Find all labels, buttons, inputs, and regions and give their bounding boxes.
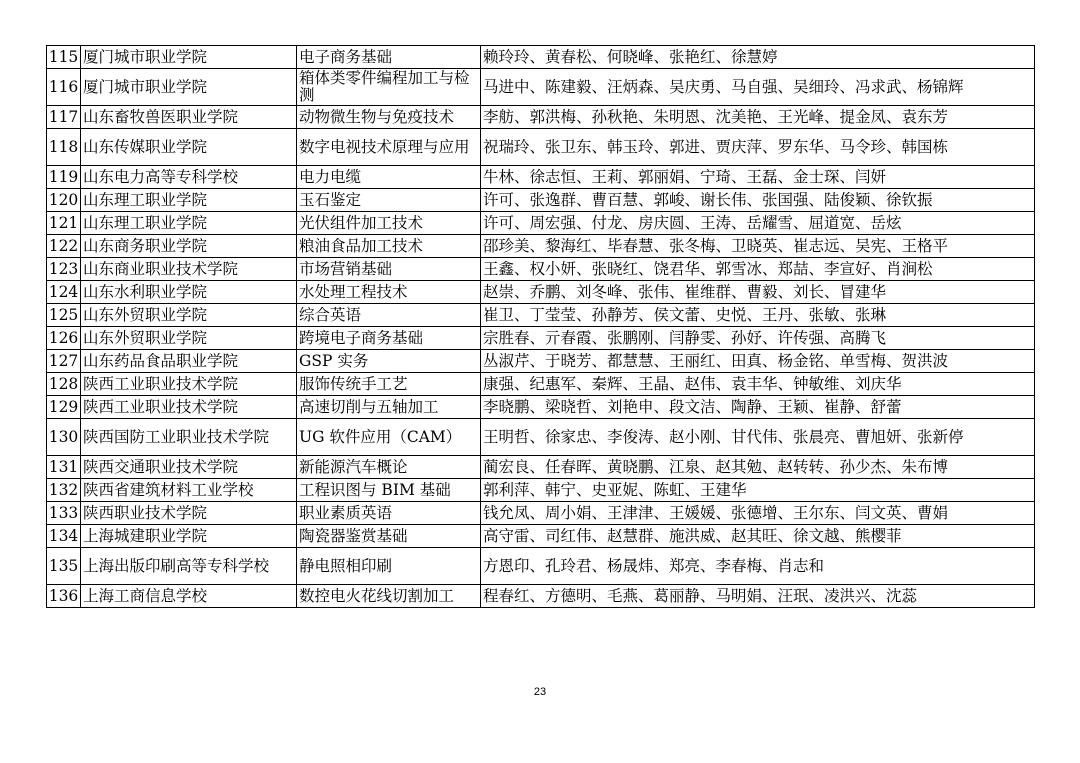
members-cell: 高守雷、司红伟、赵慧群、施洪威、赵其旺、徐文越、熊樱菲	[481, 525, 1035, 548]
members-cell: 许可、张逸群、曹百慧、郭峻、谢长伟、张国强、陆俊颖、徐钦振	[481, 189, 1035, 212]
members-cell: 牛林、徐志恒、王莉、郭丽娟、宁琦、王磊、金士琛、闫妍	[481, 166, 1035, 189]
school-cell: 山东外贸职业学院	[81, 327, 297, 350]
table-row	[47, 106, 1035, 129]
row-number-cell: 122	[47, 235, 81, 258]
page-number: 23	[533, 686, 547, 698]
row-number-cell: 136	[47, 585, 81, 608]
course-cell: 水处理工程技术	[297, 281, 481, 304]
table-row	[47, 258, 1035, 281]
table-row	[47, 327, 1035, 350]
course-cell: 职业素质英语	[297, 502, 481, 525]
row-number-cell: 123	[47, 258, 81, 281]
school-cell: 山东商业职业技术学院	[81, 258, 297, 281]
row-number-cell: 132	[47, 479, 81, 502]
members-cell: 王明哲、徐家忠、李俊涛、赵小刚、甘代伟、张晨亮、曹旭妍、张新停	[481, 419, 1035, 456]
table-row	[47, 304, 1035, 327]
row-number-cell: 120	[47, 189, 81, 212]
school-cell: 陕西工业职业技术学院	[81, 396, 297, 419]
school-cell: 山东传媒职业学院	[81, 129, 297, 166]
course-cell: 高速切削与五轴加工	[297, 396, 481, 419]
school-cell: 上海出版印刷高等专科学校	[81, 548, 297, 585]
row-number-cell: 127	[47, 350, 81, 373]
school-cell: 山东水利职业学院	[81, 281, 297, 304]
table-row	[47, 129, 1035, 166]
school-cell: 山东理工职业学院	[81, 212, 297, 235]
course-cell: 箱体类零件编程加工与检测	[297, 69, 481, 106]
members-cell: 马进中、陈建毅、汪炳森、吴庆勇、马自强、吴细玲、冯求武、杨锦辉	[481, 69, 1035, 106]
table-row	[47, 525, 1035, 548]
school-cell: 山东外贸职业学院	[81, 304, 297, 327]
table-row	[47, 212, 1035, 235]
course-cell: 电子商务基础	[297, 46, 481, 69]
members-cell: 邵珍美、黎海红、毕春慧、张冬梅、卫晓英、崔志远、吴宪、王格平	[481, 235, 1035, 258]
course-cell: UG 软件应用（CAM）	[297, 419, 481, 456]
row-number-cell: 115	[47, 46, 81, 69]
members-cell: 王鑫、权小妍、张晓红、饶君华、郭雪冰、郑喆、李宣好、肖涧松	[481, 258, 1035, 281]
school-cell: 山东畜牧兽医职业学院	[81, 106, 297, 129]
row-number-cell: 135	[47, 548, 81, 585]
members-cell: 崔卫、丁莹莹、孙静芳、侯文蕾、史悦、王丹、张敏、张琳	[481, 304, 1035, 327]
members-cell: 许可、周宏强、付龙、房庆圆、王涛、岳耀雪、屈道宽、岳炫	[481, 212, 1035, 235]
members-cell: 祝瑞玲、张卫东、韩玉玲、郭进、贾庆萍、罗东华、马令珍、韩国栋	[481, 129, 1035, 166]
row-number-cell: 124	[47, 281, 81, 304]
course-cell: 综合英语	[297, 304, 481, 327]
table-row	[47, 350, 1035, 373]
course-cell: 光伏组件加工技术	[297, 212, 481, 235]
school-cell: 陕西国防工业职业技术学院	[81, 419, 297, 456]
row-number-cell: 119	[47, 166, 81, 189]
course-cell: 跨境电子商务基础	[297, 327, 481, 350]
members-cell: 康强、纪惠军、秦辉、王晶、赵伟、袁丰华、钟敏维、刘庆华	[481, 373, 1035, 396]
school-cell: 陕西职业技术学院	[81, 502, 297, 525]
row-number-cell: 130	[47, 419, 81, 456]
table-row	[47, 456, 1035, 479]
school-cell: 山东理工职业学院	[81, 189, 297, 212]
row-number-cell: 116	[47, 69, 81, 106]
table-row	[47, 479, 1035, 502]
row-number-cell: 121	[47, 212, 81, 235]
table-row	[47, 46, 1035, 69]
table-row	[47, 373, 1035, 396]
row-number-cell: 133	[47, 502, 81, 525]
course-cell: 市场营销基础	[297, 258, 481, 281]
course-cell: 数字电视技术原理与应用	[297, 129, 481, 166]
members-cell: 方恩印、孔玲君、杨晟炜、郑亮、李春梅、肖志和	[481, 548, 1035, 585]
table-row	[47, 585, 1035, 608]
course-cell: 玉石鉴定	[297, 189, 481, 212]
table-row	[47, 281, 1035, 304]
row-number-cell: 134	[47, 525, 81, 548]
course-table-body	[47, 46, 1035, 608]
members-cell: 赖玲玲、黄春松、何晓峰、张艳红、徐慧婷	[481, 46, 1035, 69]
course-cell: 服饰传统手工艺	[297, 373, 481, 396]
course-cell: 静电照相印刷	[297, 548, 481, 585]
table-row	[47, 548, 1035, 585]
table-row	[47, 396, 1035, 419]
course-cell: 工程识图与 BIM 基础	[297, 479, 481, 502]
school-cell: 山东电力高等专科学校	[81, 166, 297, 189]
school-cell: 上海城建职业学院	[81, 525, 297, 548]
course-cell: 电力电缆	[297, 166, 481, 189]
course-cell: 粮油食品加工技术	[297, 235, 481, 258]
row-number-cell: 129	[47, 396, 81, 419]
school-cell: 陕西工业职业技术学院	[81, 373, 297, 396]
table-row	[47, 189, 1035, 212]
table-row	[47, 69, 1035, 106]
school-cell: 山东药品食品职业学院	[81, 350, 297, 373]
course-cell: GSP 实务	[297, 350, 481, 373]
school-cell: 陕西省建筑材料工业学校	[81, 479, 297, 502]
row-number-cell: 118	[47, 129, 81, 166]
course-cell: 数控电火花线切割加工	[297, 585, 481, 608]
school-cell: 上海工商信息学校	[81, 585, 297, 608]
row-number-cell: 128	[47, 373, 81, 396]
table-row	[47, 166, 1035, 189]
members-cell: 宗胜春、亓春霞、张鹏刚、闫静雯、孙妤、许传强、高腾飞	[481, 327, 1035, 350]
members-cell: 钱允凤、周小娟、王津津、王媛媛、张德增、王尔东、闫文英、曹娟	[481, 502, 1035, 525]
row-number-cell: 126	[47, 327, 81, 350]
course-cell: 动物微生物与免疫技术	[297, 106, 481, 129]
members-cell: 李舫、郭洪梅、孙秋艳、朱明恩、沈美艳、王光峰、提金凤、袁东芳	[481, 106, 1035, 129]
course-cell: 陶瓷器鉴赏基础	[297, 525, 481, 548]
row-number-cell: 125	[47, 304, 81, 327]
table-row	[47, 419, 1035, 456]
table-row	[47, 502, 1035, 525]
school-cell: 陕西交通职业技术学院	[81, 456, 297, 479]
row-number-cell: 131	[47, 456, 81, 479]
course-cell: 新能源汽车概论	[297, 456, 481, 479]
members-cell: 赵崇、乔鹏、刘冬峰、张伟、崔维群、曹毅、刘长、冒建华	[481, 281, 1035, 304]
course-table	[46, 45, 1035, 608]
members-cell: 程春红、方德明、毛燕、葛丽静、马明娟、汪珉、凌洪兴、沈蕊	[481, 585, 1035, 608]
members-cell: 蔺宏良、任春晖、黄晓鹏、江泉、赵其勉、赵转转、孙少杰、朱布博	[481, 456, 1035, 479]
row-number-cell: 117	[47, 106, 81, 129]
school-cell: 厦门城市职业学院	[81, 46, 297, 69]
members-cell: 郭利萍、韩宁、史亚妮、陈虹、王建华	[481, 479, 1035, 502]
school-cell: 厦门城市职业学院	[81, 69, 297, 106]
table-row	[47, 235, 1035, 258]
members-cell: 丛淑芹、于晓芳、都慧慧、王丽红、田真、杨金铭、单雪梅、贺洪波	[481, 350, 1035, 373]
school-cell: 山东商务职业学院	[81, 235, 297, 258]
members-cell: 李晓鹏、梁晓哲、刘艳申、段文洁、陶静、王颖、崔静、舒蕾	[481, 396, 1035, 419]
